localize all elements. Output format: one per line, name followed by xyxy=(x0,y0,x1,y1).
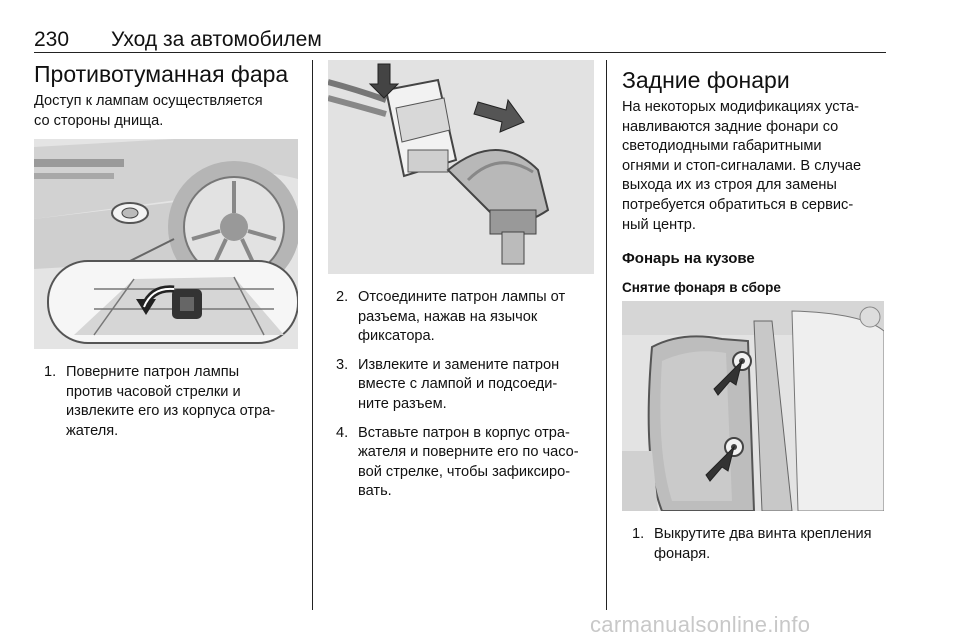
step-line: вать. xyxy=(358,483,392,500)
step-line: фонаря. xyxy=(654,545,711,562)
step-line: Выкрутите два винта крепления xyxy=(654,526,872,543)
column-tail-lights xyxy=(622,60,886,564)
column-bulb-steps xyxy=(328,60,594,502)
intro-line: На некоторых модификациях уста- xyxy=(622,99,859,115)
intro-line: выхода их из строя для замены xyxy=(622,177,837,194)
step-number: 1. xyxy=(44,364,57,381)
column-fog-light xyxy=(34,60,300,442)
intro-line: огнями и стоп-сигналами. В случае xyxy=(622,157,862,174)
step-3 xyxy=(336,356,594,415)
step-number: 3. xyxy=(336,356,349,373)
step-line: фиксатора. xyxy=(358,328,435,345)
column-divider-1 xyxy=(312,60,313,610)
step-line: жателя и поверните его по часо- xyxy=(358,444,579,461)
step-line: жателя. xyxy=(66,422,119,439)
intro-line: ный центр. xyxy=(622,216,696,233)
bulb-socket-illustration xyxy=(328,60,594,274)
step-number: 2. xyxy=(336,289,349,305)
subheading-body-lamp: Фонарь на кузове xyxy=(622,250,755,268)
intro-line: потребуется обратиться в сервис- xyxy=(622,196,854,213)
step-line: ните разъем. xyxy=(358,395,447,412)
step-line: вместе с лампой и подсоеди- xyxy=(358,376,558,393)
step-2 xyxy=(336,288,594,347)
intro-line: навливаются задние фонари со xyxy=(622,118,839,135)
step-1 xyxy=(632,525,886,564)
intro-line: со стороны днища. xyxy=(34,112,164,129)
step-line: Извлеките и замените патрон xyxy=(358,356,560,373)
section-title-tail-lights: Задние фонари xyxy=(622,67,790,93)
step-line: вой стрелке, чтобы зафиксиро- xyxy=(358,463,571,480)
intro-line: светодиодными габаритными xyxy=(622,138,822,155)
header-divider xyxy=(34,52,886,53)
section-title-fog-light: Противотуманная фара xyxy=(34,61,289,87)
chapter-title: Уход за автомобилем xyxy=(111,28,322,51)
watermark: carmanualsonline.info xyxy=(590,612,811,637)
step-line: Отсоедините патрон лампы от xyxy=(358,289,566,305)
step-line: извлеките его из корпуса отра- xyxy=(66,403,276,420)
page-number: 230 xyxy=(34,28,70,51)
subheading-lamp-removal: Снятие фонаря в сборе xyxy=(622,280,781,296)
step-line: против часовой стрелки и xyxy=(66,383,241,400)
step-4 xyxy=(336,424,594,502)
step-line: Вставьте патрон в корпус отра- xyxy=(358,424,570,441)
column-divider-2 xyxy=(606,60,607,610)
intro-line: Доступ к лампам осуществляется xyxy=(34,93,263,109)
step-number: 4. xyxy=(336,424,349,441)
step-line: Поверните патрон лампы xyxy=(66,364,240,381)
tail-light-illustration xyxy=(622,301,884,511)
step-1 xyxy=(44,363,300,441)
step-number: 1. xyxy=(632,526,645,543)
step-line: разъема, нажав на язычок xyxy=(358,308,538,325)
fog-light-illustration xyxy=(34,139,298,349)
